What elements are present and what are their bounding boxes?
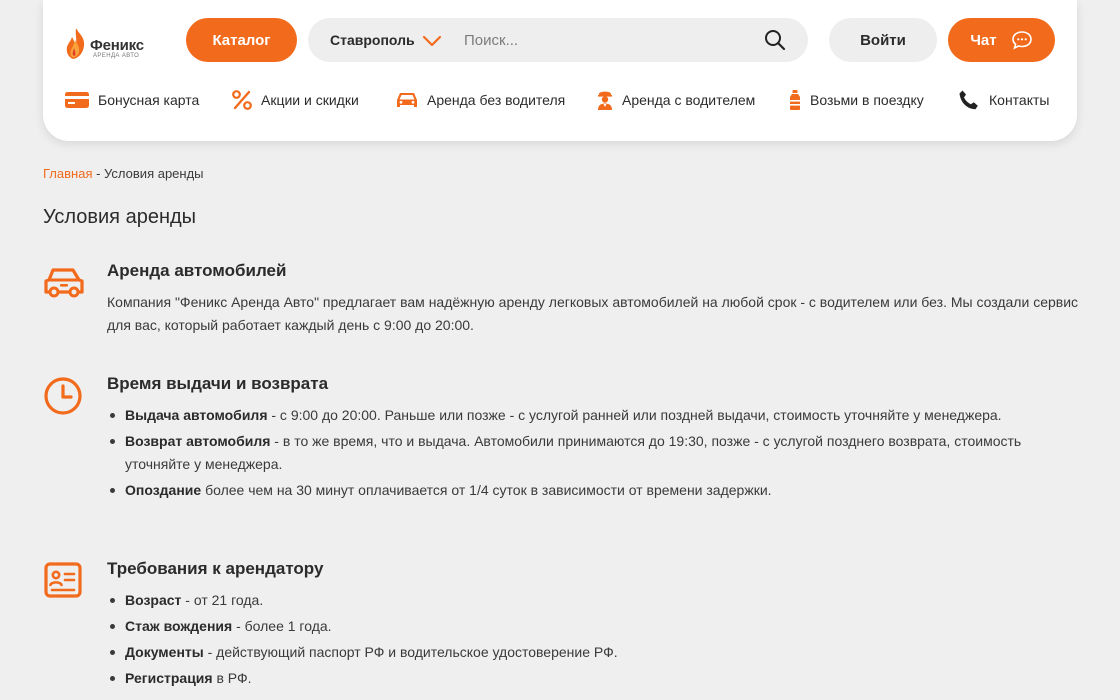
page-title: Условия аренды bbox=[43, 206, 197, 228]
list-item-text: в РФ. bbox=[212, 670, 252, 686]
list-item bbox=[107, 479, 1067, 502]
list-item-term: Возраст bbox=[125, 592, 182, 608]
list-item-text: - действующий паспорт РФ и водительское удостоверение РФ. bbox=[203, 644, 618, 660]
header bbox=[43, 0, 1077, 141]
section-title: Аренда автомобилей bbox=[107, 261, 287, 280]
nav-item-label: Возьми в поездку bbox=[810, 92, 924, 108]
search-bar bbox=[308, 18, 808, 62]
breadcrumb bbox=[43, 166, 204, 181]
breadcrumb-separator: - bbox=[92, 166, 105, 181]
section-list bbox=[107, 404, 1067, 505]
section-text: Компания "Феникс Аренда Авто" предлагает вам надёжную аренду легковых автомобилей на любой срок - с водителем или без. Мы создали сервис для вас, который работает каждый день с 9:00 до 20:00. bbox=[107, 294, 1079, 333]
breadcrumb-home-link[interactable]: Главная bbox=[43, 166, 93, 181]
car-icon bbox=[395, 90, 419, 110]
login-button[interactable]: Войти bbox=[829, 18, 937, 62]
bottle-icon bbox=[788, 89, 802, 111]
section-title: Время выдачи и возврата bbox=[107, 374, 329, 393]
list-item-text: - с 9:00 до 20:00. Раньше или позже - с услугой ранней или поздней выдачи, стоимость уточняйте у менеджера. bbox=[267, 407, 1002, 423]
chat-button-label: Чат bbox=[970, 31, 997, 49]
catalog-button[interactable]: Каталог bbox=[186, 18, 297, 62]
list-item-text: - от 21 года. bbox=[181, 592, 264, 608]
list-item bbox=[107, 430, 1067, 476]
list-item bbox=[107, 641, 1067, 664]
list-item-term: Выдача автомобиля bbox=[125, 407, 268, 423]
list-item-term: Возврат автомобиля bbox=[125, 433, 271, 449]
list-item bbox=[107, 589, 1067, 612]
nav-item-label: Бонусная карта bbox=[98, 92, 200, 108]
list-item-text: - более 1 года. bbox=[232, 618, 332, 634]
phone-icon bbox=[957, 89, 981, 111]
section-list bbox=[107, 589, 1067, 693]
city-selector[interactable]: Ставрополь bbox=[330, 32, 415, 48]
nav-item-promotions[interactable] bbox=[231, 88, 359, 112]
nav-item-label: Контакты bbox=[989, 92, 1050, 108]
list-item bbox=[107, 667, 1067, 690]
nav-item-label: Аренда с водителем bbox=[622, 92, 756, 108]
percent-icon bbox=[231, 89, 253, 111]
list-item-term: Опоздание bbox=[125, 482, 202, 498]
nav-item-label: Акции и скидки bbox=[261, 92, 359, 108]
nav-item-label: Аренда без водителя bbox=[427, 92, 566, 108]
clock-icon bbox=[43, 376, 83, 416]
flame-logo-icon bbox=[63, 26, 89, 62]
list-item bbox=[107, 615, 1067, 638]
card-icon bbox=[64, 90, 90, 110]
nav-item-rent-with-driver[interactable] bbox=[596, 88, 755, 112]
list-item-term: Стаж вождения bbox=[125, 618, 233, 634]
id-card-icon bbox=[43, 561, 83, 599]
chat-button[interactable] bbox=[948, 18, 1055, 62]
nav-item-contacts[interactable] bbox=[957, 88, 1049, 112]
chevron-down-icon[interactable] bbox=[422, 34, 442, 48]
breadcrumb-current: Условия аренды bbox=[104, 166, 204, 181]
logo-name: Феникс bbox=[90, 37, 144, 54]
main-nav bbox=[43, 88, 1077, 112]
search-input[interactable] bbox=[464, 28, 754, 52]
driver-icon bbox=[596, 89, 614, 111]
section-title: Требования к арендатору bbox=[107, 559, 324, 578]
list-item-text: - в то же время, что и выдача. Автомобили принимаются до 19:30, позже - с услугой позднего возврата, стоимость уточняйте у менеджера. bbox=[125, 433, 1022, 472]
list-item bbox=[107, 404, 1067, 427]
logo-subtitle: АРЕНДА АВТО bbox=[93, 53, 140, 59]
logo[interactable] bbox=[63, 26, 163, 64]
list-item-term: Документы bbox=[125, 644, 204, 660]
list-item-text: более чем на 30 минут оплачивается от 1/4 суток в зависимости от времени задержки. bbox=[201, 482, 772, 498]
nav-item-bonus-card[interactable] bbox=[64, 88, 199, 112]
nav-item-rent-without-driver[interactable] bbox=[395, 88, 565, 112]
search-icon[interactable] bbox=[764, 29, 786, 51]
car-icon bbox=[43, 265, 85, 299]
nav-item-take-on-trip[interactable] bbox=[788, 88, 924, 112]
chat-bubble-icon bbox=[1011, 30, 1033, 50]
list-item-term: Регистрация bbox=[125, 670, 213, 686]
